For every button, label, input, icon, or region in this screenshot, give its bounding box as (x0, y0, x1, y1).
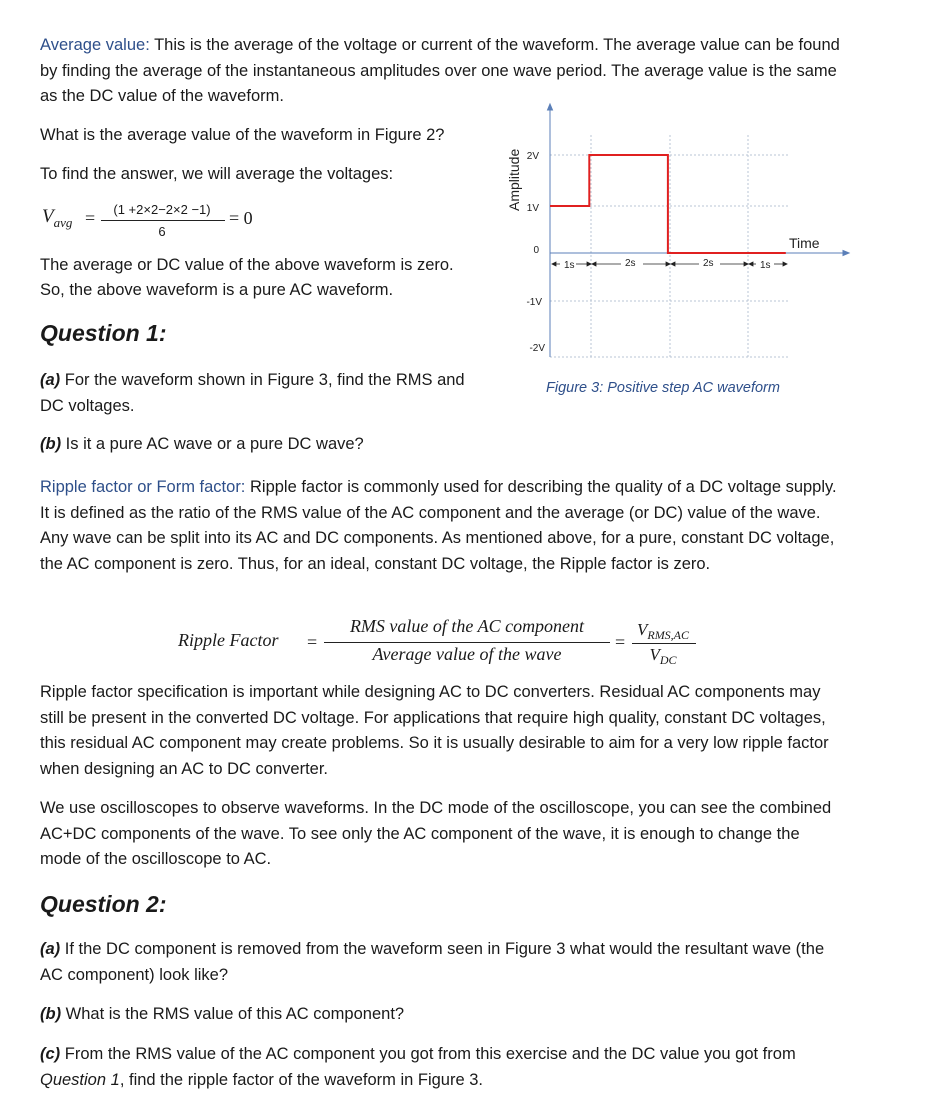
q2c-text-2: , find the ripple factor of the waveform in Figure 3. (119, 1070, 483, 1089)
question-1-title: Question 1: (40, 320, 167, 346)
duration-1: 1s (564, 260, 575, 271)
question-1a (40, 368, 490, 419)
duration-4: 1s (760, 260, 771, 271)
q2b-text: What is the RMS value of this AC component? (61, 1005, 405, 1023)
ripple-text: Ripple factor is commonly used for describing the quality of a DC voltage supply. It is defined as the ratio of the RMS value of the AC component and the average (or DC) value of the wave. Any wave can be split into its AC and DC components. As mentioned above, for a pure, constant DC voltage, the AC component is zero. Thus, for an ideal, constant DC voltage, the Ripple factor is zero. (40, 478, 837, 573)
y-axis-label: Amplitude (506, 148, 522, 211)
question-2-title: Question 2: (40, 891, 167, 917)
duration-3: 2s (703, 258, 714, 269)
avg-conclusion-1: The average or DC value of the above waveform is zero. (40, 256, 454, 274)
vavg-fraction-line (101, 220, 225, 221)
find-answer-text: To find the answer, we will average the voltages: (40, 165, 394, 183)
ripple-rhs-denominator: $V_{DC}$ (649, 645, 677, 667)
ripple-lhs: Ripple Factor (178, 630, 279, 650)
ripple-denominator: Average value of the wave (372, 644, 562, 664)
tick-1v: 1V (526, 203, 539, 214)
axes (548, 104, 850, 357)
ripple-equals-1: = (307, 632, 318, 652)
q1b-label: (b) (40, 435, 62, 453)
ripple-fraction-line (324, 642, 610, 643)
q1a-text: For the waveform shown in Figure 3, find the RMS and DC voltages. (40, 371, 465, 415)
vavg-result: = 0 (229, 208, 253, 228)
vavg-symbol: $V_{avg}$ (42, 206, 73, 230)
ripple-spec-paragraph: Ripple factor specification is important while designing AC to DC converters. Residual AC components may still be present in the converted DC voltage. For applications that require high quality, constant DC voltages, this residual AC component may create problems. So it is usually desirable to aim for a very low ripple factor when designing an AC to DC converter. (40, 683, 829, 778)
tick-0: 0 (533, 245, 539, 256)
figure-caption: Figure 3: Positive step AC waveform (546, 380, 780, 396)
q1b-text: Is it a pure AC wave or a pure DC wave? (61, 435, 364, 453)
q2b-label: (b) (40, 1005, 62, 1023)
tick-m2v: -2V (529, 343, 545, 354)
figure-3 (498, 95, 858, 396)
question-2c (40, 1042, 830, 1093)
avg-conclusion-2: So, the above waveform is a pure AC waveform. (40, 281, 394, 299)
grid-lines (550, 135, 788, 357)
oscilloscope-paragraph: We use oscilloscopes to observe waveforms. In the DC mode of the oscilloscope, you can see the combined AC+DC components of the wave. To see only the AC component of the wave, it is enough to change the mode of the oscilloscope to AC. (40, 799, 832, 868)
question-2a (40, 937, 830, 988)
tick-2v: 2V (526, 151, 539, 162)
ripple-rhs-fraction-line (632, 643, 696, 644)
intro-text: This is the average of the voltage or current of the waveform. The average value can be found by finding the average of the instantaneous amplitudes over one wave period. The average value is the same as the DC value of the waveform. (40, 36, 840, 105)
ripple-term: Ripple factor or Form factor: (40, 478, 246, 496)
tick-m1v: -1V (526, 297, 542, 308)
x-axis-label: Time (789, 235, 820, 251)
question-1b (40, 432, 364, 458)
q2c-label: (c) (40, 1045, 61, 1063)
average-value-term: Average value: (40, 36, 150, 54)
q2c-text-1: From the RMS value of the AC component you got from this exercise and the DC value you got from (60, 1045, 796, 1063)
duration-2: 2s (625, 258, 636, 269)
x-axis-arrow (843, 251, 849, 256)
question-2b (40, 1002, 404, 1028)
q1a-label: (a) (40, 371, 61, 389)
q2c-italic: Question 1 (40, 1070, 120, 1089)
waveform-chart (498, 95, 858, 375)
ripple-rhs-numerator: $V_{RMS,AC}$ (636, 620, 690, 642)
vavg-numerator: (1 +2×2−2×2 −1) (113, 202, 211, 217)
duration-arrows (552, 262, 787, 266)
waveform-line (550, 155, 786, 253)
q2a-text: If the DC component is removed from the waveform seen in Figure 3 what would the resultant wave (the AC component) look like? (40, 940, 825, 984)
vavg-denominator: 6 (158, 224, 166, 239)
question-average: What is the average value of the waveform in Figure 2? (40, 126, 445, 144)
ripple-equals-2: = (615, 632, 626, 652)
y-axis-arrow (548, 104, 553, 110)
ripple-paragraph (40, 475, 840, 577)
ripple-numerator: RMS value of the AC component (349, 616, 585, 636)
vavg-equals: = (85, 208, 96, 228)
q2a-label: (a) (40, 940, 61, 958)
